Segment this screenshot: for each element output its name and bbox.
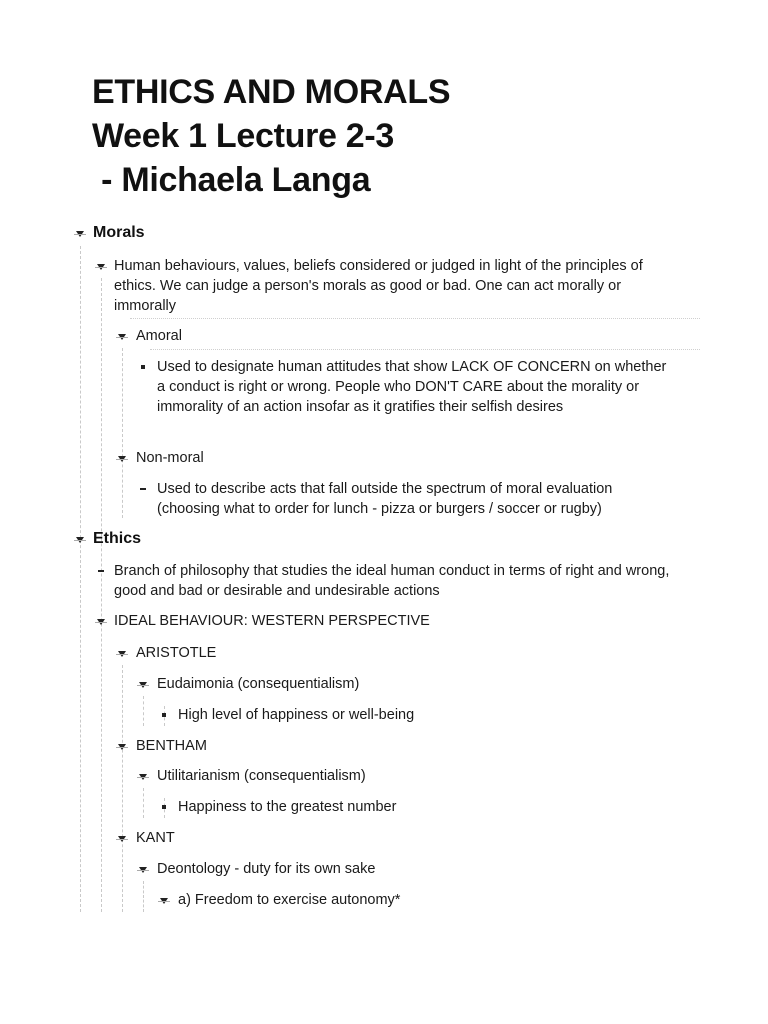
outline-item: Happiness to the greatest number [178,799,397,815]
dotted-separator [130,318,700,319]
indent-guide [143,788,144,818]
toggle-arrow-icon[interactable] [97,264,105,270]
outline-item: Eudaimonia (consequentialism) [157,676,360,692]
bullet-icon [162,713,166,717]
toggle-arrow-icon[interactable] [118,744,126,750]
toggle-arrow-icon[interactable] [139,867,147,873]
indent-guide [80,246,81,912]
section-heading: Morals [93,224,145,241]
outline-item: KANT [136,830,175,846]
dash-bullet-icon [98,570,104,572]
toggle-arrow-icon[interactable] [76,231,84,237]
bullet-icon [162,805,166,809]
outline-item: High level of happiness or well-being [178,707,415,723]
section-heading: Ethics [93,530,142,547]
outline-item: Utilitarianism (consequentialism) [157,768,366,784]
indent-guide [101,278,102,912]
toggle-arrow-icon[interactable] [118,836,126,842]
dotted-separator [150,349,700,350]
outline-item: Used to describe acts that fall outside the spectrum of moral evaluation (choosing what to order for lunch - pizza or burgers / soccer or rugby) [157,481,613,517]
toggle-arrow-icon[interactable] [76,537,84,543]
document-title: ETHICS AND MORALS Week 1 Lecture 2-3 - Michaela Langa [92,73,451,199]
toggle-arrow-icon[interactable] [118,651,126,657]
indent-guide [143,881,144,912]
outline-item: Branch of philosophy that studies the ideal human conduct in terms of right and wrong, good and bad or desirable and undesirable actions [114,563,670,599]
toggle-arrow-icon[interactable] [160,898,168,904]
toggle-arrow-icon[interactable] [118,334,126,340]
indent-guide [122,665,123,912]
outline-item: Used to designate human attitudes that show LACK OF CONCERN on whether a conduct is right or wrong. People who DON'T CARE about the morality or immorality of an action insofar as it gratifies their selfish desires [157,359,667,415]
toggle-arrow-icon[interactable] [139,774,147,780]
outline-item: BENTHAM [136,738,207,754]
outline-item: IDEAL BEHAVIOUR: WESTERN PERSPECTIVE [114,613,430,629]
toggle-arrow-icon[interactable] [118,456,126,462]
outline-item: Deontology - duty for its own sake [157,861,376,877]
toggle-arrow-icon[interactable] [139,682,147,688]
outline-item: Non-moral [136,450,204,466]
toggle-arrow-icon[interactable] [97,619,105,625]
outline-item: a) Freedom to exercise autonomy* [178,892,401,908]
indent-guide [143,696,144,726]
outline-item: ARISTOTLE [136,645,217,661]
dash-bullet-icon [140,488,146,490]
outline-item: Amoral [136,328,182,344]
outline-item: Human behaviours, values, beliefs considered or judged in light of the principles of ethics. We can judge a person's morals as good or bad. One can act morally or immorally [114,258,643,314]
indent-guide [122,348,123,518]
bullet-icon [141,365,145,369]
